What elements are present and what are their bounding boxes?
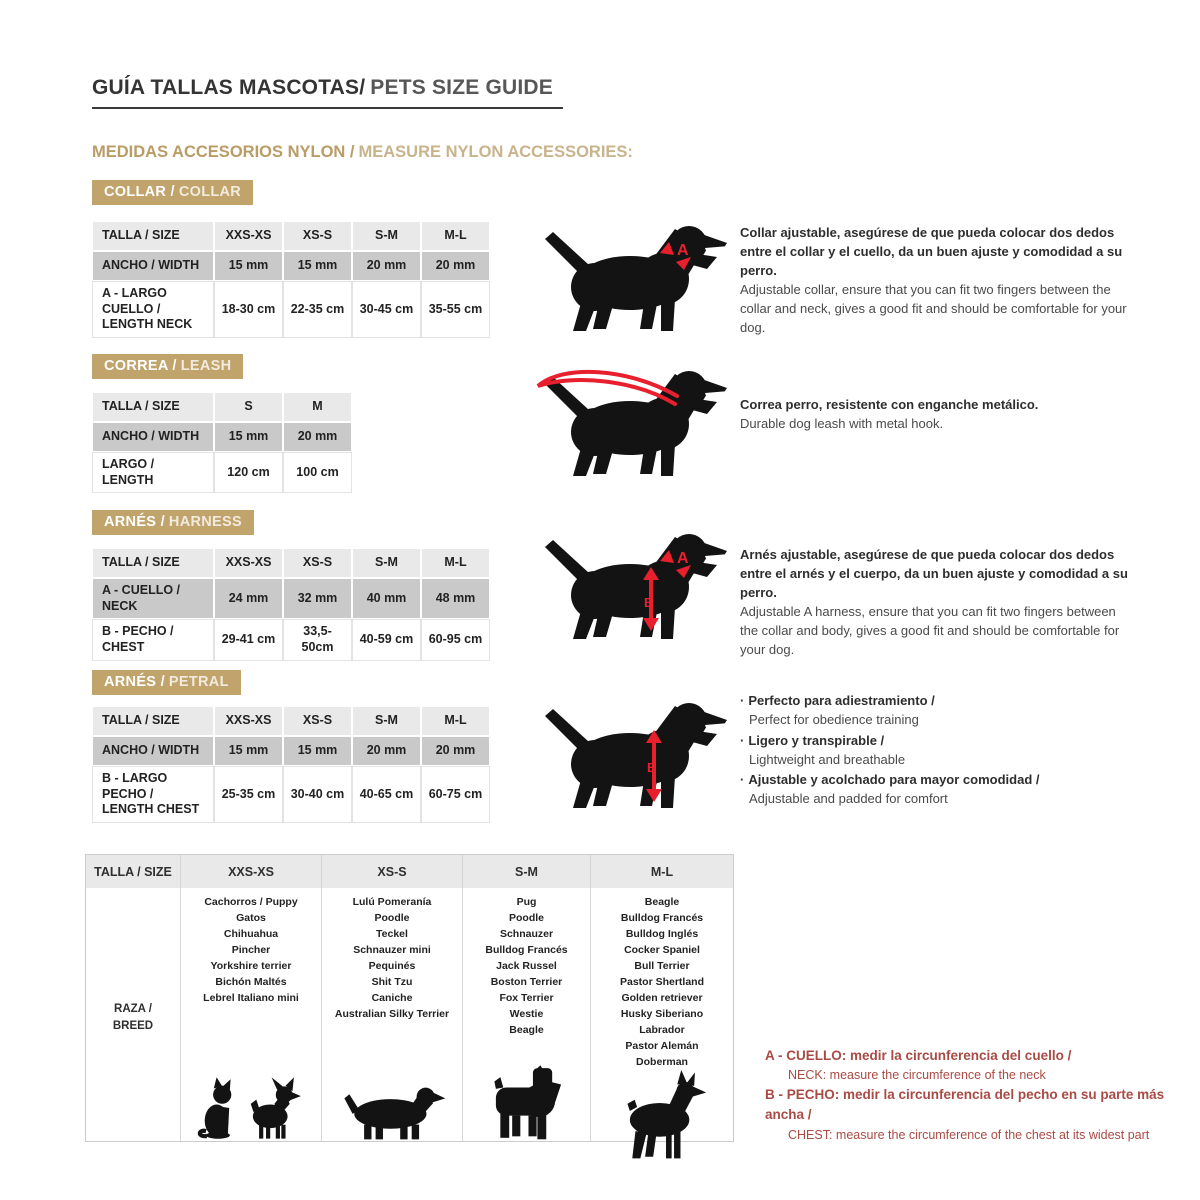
petral-bullet [740, 732, 1140, 770]
row-label-cell: ANCHO / WIDTH [92, 251, 214, 281]
breed-item: Teckel [376, 927, 408, 940]
value-cell: S-M [352, 548, 421, 578]
harness-badge-es: ARNÉS / [104, 514, 165, 530]
breed-item: Gatos [236, 911, 266, 924]
dog-petral-icon [533, 692, 738, 810]
value-cell: 29-41 cm [214, 619, 283, 660]
breed-row-label [86, 888, 181, 1141]
value-cell: 15 mm [283, 736, 352, 766]
breed-item: Bulldog Francés [620, 911, 704, 924]
petral-benefits [740, 692, 1140, 811]
table-row [92, 578, 490, 619]
row-label-cell: A - LARGO CUELLO / LENGTH NECK [92, 281, 214, 338]
value-cell: 24 mm [214, 578, 283, 619]
svg-text:A: A [677, 242, 689, 259]
value-cell: XS-S [283, 548, 352, 578]
value-cell: M-L [421, 221, 490, 251]
petral-bullet-es: Perfecto para adiestramiento / [748, 693, 935, 708]
table-row [92, 548, 490, 578]
collar-badge-en: COLLAR [178, 184, 242, 200]
breed-header-xs-s: XS-S [322, 855, 463, 888]
breed-header-size: TALLA / SIZE [86, 855, 181, 888]
breed-header-m-l: M-L [650, 864, 674, 879]
breed-item: Cachorros / Puppy [204, 896, 298, 908]
value-cell: 20 mm [421, 736, 490, 766]
note-chest-en: CHEST: measure the circumference of the chest at its widest part [788, 1127, 1150, 1142]
breed-item: Pequinés [368, 959, 416, 972]
petral-badge-en: PETRAL [168, 674, 229, 690]
collar-desc-es: Collar ajustable, asegúrese de que pueda colocar dos dedos entre el collar y el cuello, da un buen ajuste y comodidad a su perro. [740, 225, 1123, 278]
note-neck-es: A - CUELLO: medir la circunferencia del cuello / [765, 1048, 1072, 1063]
leash-section-badge [92, 354, 243, 379]
breed-item: Boston Terrier [490, 975, 563, 988]
leash-description [740, 396, 1132, 434]
cat-icon [197, 1075, 239, 1141]
petral-bullet [740, 771, 1140, 809]
svg-text:A: A [677, 550, 689, 567]
breed-column-xxs-xs [181, 888, 322, 1141]
table-row [92, 422, 352, 452]
collar-section-badge [92, 180, 253, 205]
value-cell: 35-55 cm [421, 281, 490, 338]
bullet-dot: · [740, 732, 745, 748]
value-cell: 18-30 cm [214, 281, 283, 338]
petral-bullet-es: Ligero y transpirable / [748, 732, 885, 748]
page-title-es: GUÍA TALLAS MASCOTAS/ [92, 76, 366, 99]
table-row [92, 452, 352, 493]
petral-bullet [740, 692, 1140, 730]
petral-bullet-en: Perfect for obedience training [749, 711, 919, 727]
value-cell: 15 mm [214, 736, 283, 766]
page-subtitle [92, 143, 633, 162]
page-subtitle-es: MEDIDAS ACCESORIOS NYLON / [92, 143, 355, 161]
value-cell: 120 cm [214, 452, 283, 493]
breed-item: Pug [516, 896, 537, 908]
value-cell: 60-95 cm [421, 619, 490, 660]
breed-column-s-m [463, 888, 591, 1141]
breed-item: Pastor Alemán [625, 1039, 699, 1052]
petral-bullet-en: Lightweight and breathable [749, 751, 906, 767]
bullet-dot: · [740, 772, 745, 788]
value-cell: 40-65 cm [352, 766, 421, 823]
petral-badge-es: ARNÉS / [104, 674, 165, 690]
value-cell: 30-45 cm [352, 281, 421, 338]
value-cell: M-L [421, 548, 490, 578]
page-title-en: PETS SIZE GUIDE [370, 76, 553, 99]
value-cell: 33,5-50cm [283, 619, 352, 660]
value-cell: S-M [352, 221, 421, 251]
petral-section-badge [92, 670, 241, 695]
breed-item: Golden retriever [621, 991, 703, 1004]
value-cell: 25-35 cm [214, 766, 283, 823]
doberman-icon [612, 1070, 712, 1160]
table-row [92, 281, 490, 338]
leash-desc-en: Durable dog leash with metal hook. [740, 415, 944, 431]
breed-item: Lebrel Italiano mini [203, 991, 299, 1004]
value-cell: XS-S [283, 221, 352, 251]
bullet-dot: · [740, 693, 745, 708]
breed-item: Bulldog Inglés [625, 927, 699, 940]
page-subtitle-en: MEASURE NYLON ACCESSORIES: [358, 143, 633, 161]
breed-item: Bulldog Francés [485, 943, 568, 956]
value-cell: M-L [421, 706, 490, 736]
row-label-cell: B - LARGO PECHO / LENGTH CHEST [92, 766, 214, 823]
value-cell: 15 mm [283, 251, 352, 281]
breed-item: Caniche [371, 991, 413, 1004]
measuring-notes [765, 1046, 1195, 1144]
value-cell: 60-75 cm [421, 766, 490, 823]
row-label-cell: A - CUELLO / NECK [92, 578, 214, 619]
breed-item: Fox Terrier [499, 991, 554, 1004]
row-label-cell: TALLA / SIZE [92, 221, 214, 251]
value-cell: XXS-XS [214, 548, 283, 578]
value-cell: 32 mm [283, 578, 352, 619]
value-cell: 20 mm [421, 251, 490, 281]
petral-size-table [92, 706, 490, 823]
breed-item: Schnauzer mini [353, 943, 431, 956]
value-cell: XS-S [283, 706, 352, 736]
value-cell: 20 mm [352, 251, 421, 281]
value-cell: 100 cm [283, 452, 352, 493]
value-cell: S-M [352, 706, 421, 736]
breed-item: Jack Russel [496, 959, 557, 972]
breed-item: Beagle [509, 1023, 544, 1036]
breed-item: Poodle [508, 911, 544, 924]
value-cell: 20 mm [283, 422, 352, 452]
collar-desc-en: Adjustable collar, ensure that you can fit two fingers between the collar and neck, gives a good fit and should be comfortable for your dog. [740, 281, 1127, 335]
row-label-cell: B - PECHO / CHEST [92, 619, 214, 660]
dog-harness-icon [533, 523, 738, 641]
breed-item: Bichón Maltés [215, 975, 287, 988]
page-title [92, 76, 563, 109]
svg-text:B: B [647, 760, 657, 775]
breed-item: Labrador [639, 1023, 685, 1036]
value-cell: 40 mm [352, 578, 421, 619]
breed-item: Doberman [636, 1055, 688, 1068]
breed-item: Pincher [231, 943, 271, 956]
breed-column-xs-s [322, 888, 463, 1141]
breed-item: Schnauzer [499, 927, 554, 940]
value-cell: 48 mm [421, 578, 490, 619]
collar-badge-es: COLLAR / [104, 184, 175, 200]
row-label-cell: ANCHO / WIDTH [92, 736, 214, 766]
leash-badge-es: CORREA / [104, 358, 177, 374]
harness-badge-en: HARNESS [168, 514, 242, 530]
schnauzer-icon [487, 1065, 567, 1141]
value-cell: 30-40 cm [283, 766, 352, 823]
breed-header-s-m: S-M [463, 855, 591, 888]
breed-item: Beagle [644, 896, 680, 908]
breed-column-m-l [591, 888, 733, 1141]
breed-table-header [86, 855, 733, 888]
breed-item: Chihuahua [223, 927, 279, 940]
petral-bullet-en: Adjustable and padded for comfort [749, 791, 948, 807]
collar-size-table [92, 221, 490, 338]
harness-desc-es: Arnés ajustable, asegúrese de que pueda colocar dos dedos entre el arnés y el cuerpo, da un buen ajuste y comodidad a su perro. [740, 547, 1128, 600]
note-neck-en: NECK: measure the circumference of the neck [788, 1068, 1046, 1083]
note-chest-es: B - PECHO: medir la circunferencia del pecho en su parte más ancha / [765, 1087, 1165, 1123]
breed-item: Pastor Shertland [619, 975, 705, 988]
breed-row-label-es: RAZA / [114, 1002, 152, 1015]
leash-badge-en: LEASH [180, 358, 232, 374]
petral-bullet-es: Ajustable y acolchado para mayor comodidad / [748, 772, 1040, 788]
harness-description [740, 546, 1132, 660]
value-cell: 15 mm [214, 251, 283, 281]
breed-item: Cocker Spaniel [624, 943, 700, 956]
collar-description [740, 224, 1132, 338]
value-cell: 15 mm [214, 422, 283, 452]
row-label-cell: ANCHO / WIDTH [92, 422, 214, 452]
dachshund-icon [336, 1077, 448, 1141]
dog-leash-icon [533, 360, 738, 478]
row-label-cell: TALLA / SIZE [92, 392, 214, 422]
row-label-cell: LARGO / LENGTH [92, 452, 214, 493]
value-cell: XXS-XS [214, 706, 283, 736]
breed-item: Poodle [374, 911, 410, 924]
table-row [92, 766, 490, 823]
breed-row-label-en: BREED [112, 1020, 154, 1032]
value-cell: M [283, 392, 352, 422]
table-row [92, 392, 352, 422]
table-row [92, 706, 490, 736]
leash-size-table [92, 392, 352, 493]
value-cell: 20 mm [352, 736, 421, 766]
harness-size-table [92, 548, 490, 661]
breed-item: Yorkshire terrier [210, 959, 292, 972]
value-cell: 40-59 cm [352, 619, 421, 660]
row-label-cell: TALLA / SIZE [92, 548, 214, 578]
value-cell: 22-35 cm [283, 281, 352, 338]
breed-size-table [85, 854, 734, 1142]
breed-item: Husky Siberiano [620, 1007, 704, 1020]
breed-item: Australian Silky Terrier [334, 1007, 450, 1020]
value-cell: XXS-XS [214, 221, 283, 251]
chihuahua-icon [241, 1075, 305, 1141]
breed-header-xxs-xs: XXS-XS [181, 855, 322, 888]
breed-item: Lulú Pomeranía [352, 896, 432, 908]
leash-desc-es: Correa perro, resistente con enganche metálico. [740, 397, 1039, 412]
table-row [92, 619, 490, 660]
table-row [92, 736, 490, 766]
value-cell: S [214, 392, 283, 422]
svg-text:B: B [644, 595, 654, 610]
breed-item: Shit Tzu [371, 975, 413, 988]
harness-desc-en: Adjustable A harness, ensure that you can fit two fingers between the collar and body, gives a good fit and should be comfortable for your dog. [740, 603, 1120, 657]
dog-collar-icon [533, 215, 738, 333]
breed-item: Bull Terrier [634, 959, 690, 972]
table-row [92, 221, 490, 251]
table-row [92, 251, 490, 281]
harness-section-badge [92, 510, 254, 535]
row-label-cell: TALLA / SIZE [92, 706, 214, 736]
breed-item: Westie [509, 1007, 544, 1020]
